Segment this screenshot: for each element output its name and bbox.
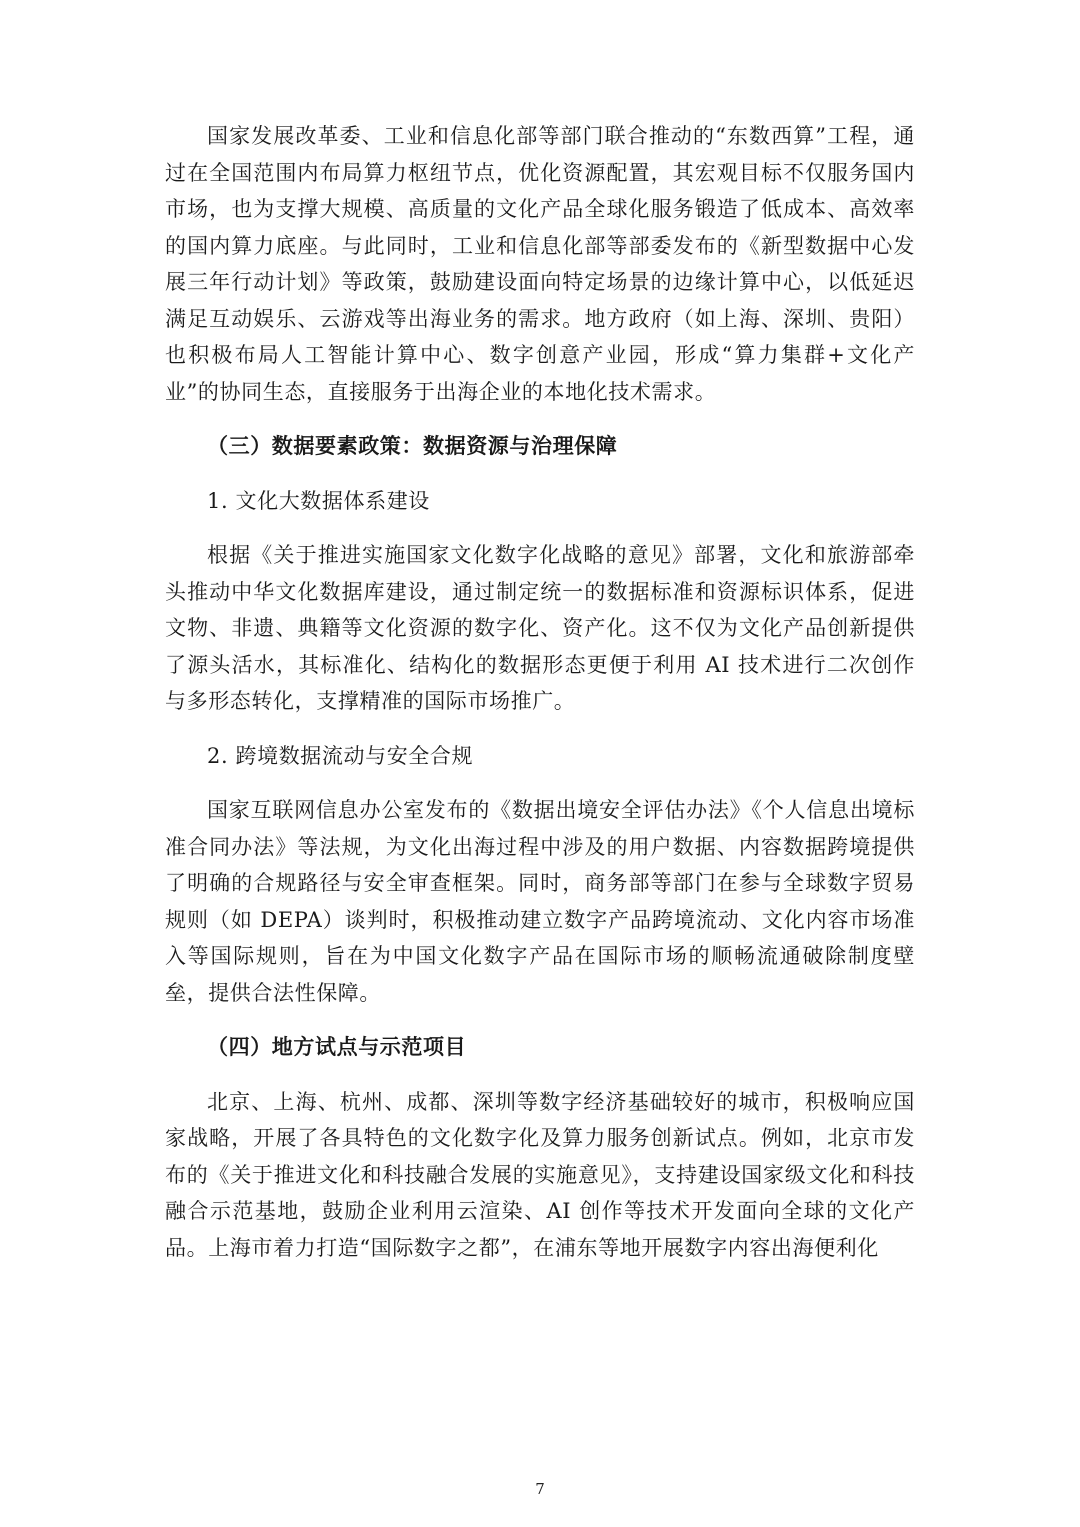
subheading-cross-border-data: 2. 跨境数据流动与安全合规 [207,743,474,768]
page-number: 7 [535,1480,545,1498]
paragraph-data-export-rules: 国家互联网信息办公室发布的《数据出境安全评估办法》《个人信息出境标准合同办法》等法规，为文化出海过程中涉及的用户数据、内容数据跨境提供了明确的合规路径与安全审查框架。同时，商务部等部门在参与全球数字贸易规则（如 DEPA）谈判时，积极推动建立数字产品跨境流动、文化内容市场准入等国际规则，旨在为中国文化数字产品在国际市场的顺畅流通破除制度壁垒，提供合法性保障。 [165,798,915,1005]
paragraph-cultural-database: 根据《关于推进实施国家文化数字化战略的意见》部署，文化和旅游部牵头推动中华文化数据库建设，通过制定统一的数据标准和资源标识体系，促进文物、非遗、典籍等文化资源的数字化、资产化。这不仅为文化产品创新提供了源头活水，其标准化、结构化的数据形态更便于利用 AI 技术进行二次创作与多形态转化，支撑精准的国际市场推广。 [165,543,915,713]
subheading-cultural-big-data: 1. 文化大数据体系建设 [207,488,430,513]
paragraph-city-pilots: 北京、上海、杭州、成都、深圳等数字经济基础较好的城市，积极响应国家战略，开展了各具特色的文化数字化及算力服务创新试点。例如，北京市发布的《关于推进文化和科技融合发展的实施意见》，支持建设国家级文化和科技融合示范基地，鼓励企业利用云渲染、AI 创作等技术开发面向全球的文化产品。上海市着力打造“国际数字之都”，在浦东等地开展数字内容出海便利化 [165,1089,915,1260]
document-body [165,118,915,1266]
section-heading-data-policy: （三）数据要素政策：数据资源与治理保障 [207,433,618,458]
paragraph-east-data-west-computing: 国家发展改革委、工业和信息化部等部门联合推动的“东数西算”工程，通过在全国范围内布局算力枢纽节点，优化资源配置，其宏观目标不仅服务国内市场，也为支撑大规模、高质量的文化产品全球化服务锻造了低成本、高效率的国内算力底座。与此同时，工业和信息化部等部委发布的《新型数据中心发展三年行动计划》等政策，鼓励建设面向特定场景的边缘计算中心，以低延迟满足互动娱乐、云游戏等出海业务的需求。地方政府（如上海、深圳、贵阳）也积极布局人工智能计算中心、数字创意产业园，形成“算力集群+文化产业”的协同生态，直接服务于出海企业的本地化技术需求。 [165,124,915,404]
section-heading-local-pilots: （四）地方试点与示范项目 [207,1034,467,1059]
